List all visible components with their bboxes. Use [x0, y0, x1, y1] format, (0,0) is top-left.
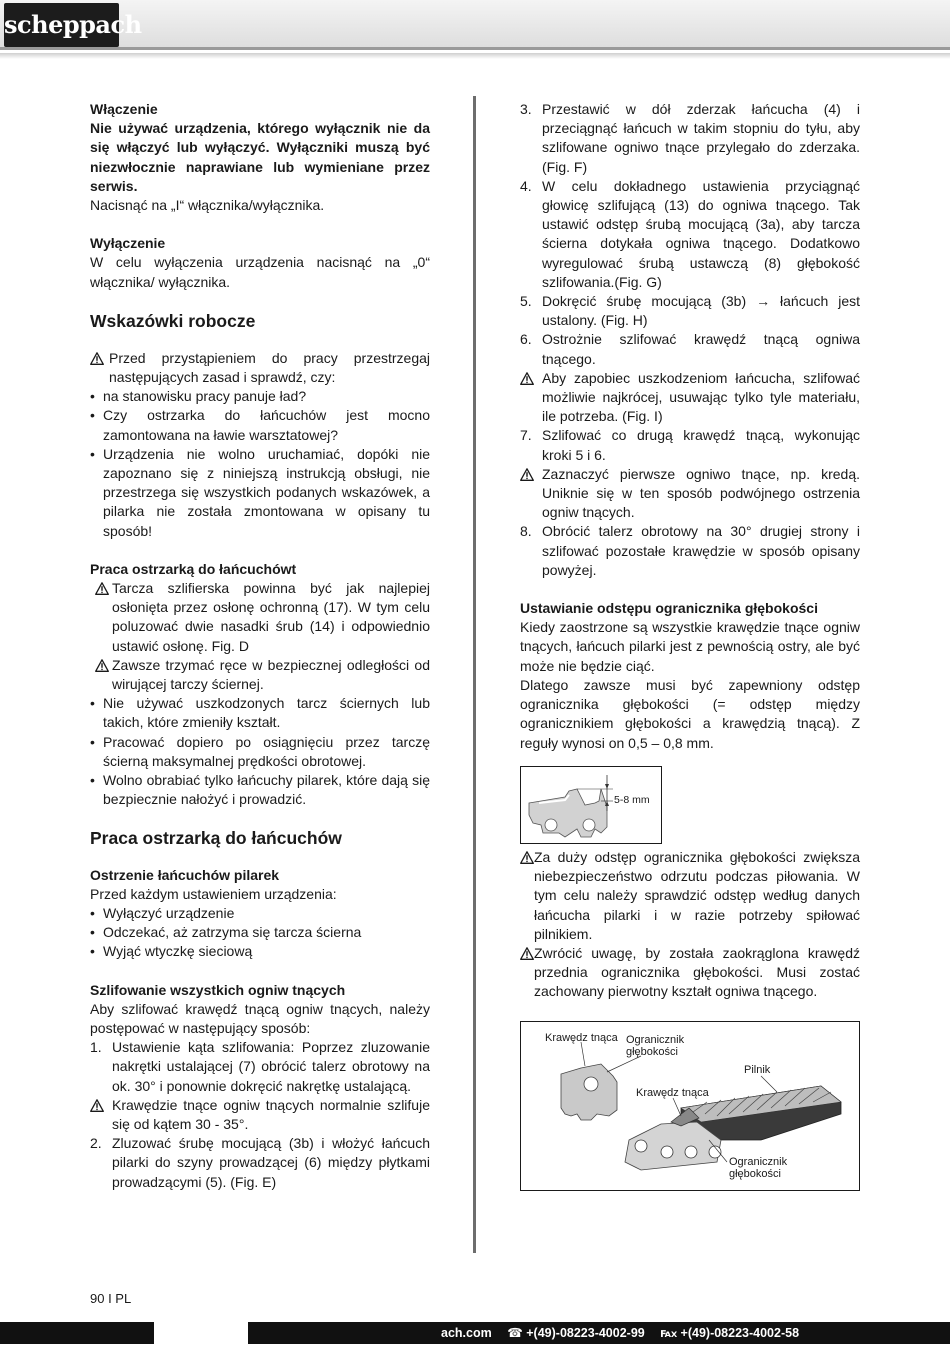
list-item: • Nie używać uszkodzonych tarcz ściernych lub takich, które zmieniły kształt. — [90, 695, 430, 731]
step-2: 2. Zluzować śrubę mocującą (3b) i włożyć łańcuch pilarki do szyny prowadzącej (6) między płytkami prowadzącymi (5). (Fig. E) — [90, 1135, 430, 1190]
depth-warning-2: Zwrócić uwagę, by została zaokrąglona krawędź przednia ogranicznika głębokości. Musi zostać zachowany pierwotny kształt ogniwa tnącego. — [520, 944, 860, 1002]
list-item: • na stanowisku pracy panuje ład? — [90, 388, 307, 405]
praca-warning-2: Zawsze trzymać ręce w bezpiecznej odległości od wirującej tarczy ściernej. — [90, 656, 430, 694]
list-item: • Wolno obrabiać tylko łańcuchy pilarek, które dają się bezpiecznie nałożyć i prowadzić. — [90, 772, 430, 808]
ustawianie-text-2: Dlatego zawsze musi być zapewniony odstęp ogranicznika głębokości (= odstęp między ogranicznikiem głębokości a krawędzią tnącą). Z reguły wynosi on 0,5 – 0,8 mm. — [520, 676, 860, 751]
gap-label: 5-8 mm — [614, 794, 650, 806]
step-6-warning: Aby zapobiec uszkodzeniom łańcucha, szlifować możliwie najkrócej, usuwając tylko tyle materiału, ile potrzeba. (Fig. I) — [520, 369, 860, 427]
list-item: • Wyjąć wtyczkę sieciową — [90, 943, 253, 960]
praca-warning-1: Tarcza szlifierska powinna być jak najlepiej osłonięta przez osłonę ochronną (17). W tym celu poluzować dwie nasadki śrub (14) i odpowiednio ustawić osłonę. Fig. D — [90, 579, 430, 656]
wsk-warning: Przed przystąpieniem do pracy przestrzegaj następujących zasad i sprawdź, czy: — [90, 349, 430, 387]
ostrzenie-intro: Przed każdym ustawieniem urządzenia: — [90, 885, 337, 902]
label-ogranicznik-1b: głębokości — [626, 1046, 678, 1058]
footer-gap — [154, 1322, 248, 1344]
header-shadow — [0, 53, 950, 59]
ustawianie-text-1: Kiedy zaostrzone są wszystkie krawędzie tnące ogniw tnących, łańcuch pilarki jest z pewnością ostry, ale być może nie będzie ciąć. — [520, 619, 860, 674]
step-7-warning: Zaznaczyć pierwsze ogniwo tnące, np. kredą. Uniknie się w ten sposób podwójnego ostrzenia ogniw tnących. — [520, 465, 860, 523]
step-3: 3. Przestawić w dół zderzak łańcucha (4) i przeciągnąć łańcuch w takim stopniu do tyłu, aby szlifowane ogniwo tnące przylegało do zderzaka. (Fig. F) — [520, 101, 860, 175]
warning-icon — [95, 659, 109, 672]
footer-phone: ☎ +(49)-08223-4002-99 — [507, 1326, 645, 1340]
label-ogranicznik-2b: głębokości — [729, 1168, 781, 1180]
right-column — [520, 100, 860, 753]
warning-icon — [520, 851, 534, 864]
heading-wskazowki: Wskazówki robocze — [90, 310, 256, 331]
label-krawedz-2: Krawędz tnąca — [636, 1087, 709, 1099]
depth-warning-1: Za duży odstęp ogranicznika głębokości zwiększa niebezpieczeństwo odrzutu podczas piłowania. W tym celu należy sprawdzić odstęp według danych łańcucha pilarki i w razie potrzeby spiłować pilnikiem. — [520, 848, 860, 944]
figure-file-depth-gauge — [520, 1021, 860, 1191]
chain-file-diagram — [521, 1022, 859, 1190]
step-5: 5. Dokręcić śrubę mocującą (3b) → łańcuch jest ustalony. (Fig. H) — [520, 293, 860, 329]
warning-icon — [90, 1099, 104, 1112]
depth-warnings — [520, 848, 860, 1002]
switch-warning-text: Nie używać urządzenia, którego wyłącznik nie da się włączyć lub wyłączyć. Wyłączniki muszą być niezwłocznie naprawiane lub wymieniane przez serwis. — [90, 120, 430, 194]
column-divider — [473, 96, 476, 1253]
page-header — [0, 0, 950, 50]
footer-fax: ℻ +(49)-08223-4002-58 — [660, 1326, 800, 1340]
list-item: • Odczekać, aż zatrzyma się tarcza ścierna — [90, 924, 362, 941]
section-title-wylaczenie: Wyłączenie — [90, 235, 166, 252]
label-pilnik: Pilnik — [744, 1064, 771, 1076]
left-column — [90, 100, 430, 1192]
page-number: 90 I PL — [90, 1291, 132, 1306]
section-title-ustawianie: Ustawianie odstępu ogranicznika głębokości — [520, 600, 818, 617]
list-item: • Pracować dopiero po osiągnięciu przez tarczę ścierną maksymalnej prędkości obrotowej. — [90, 733, 430, 769]
section-title-praca-ostrzarka: Praca ostrzarką do łańcuchówt — [90, 560, 297, 577]
chain-tooth-diagram — [521, 767, 661, 843]
warning-icon — [520, 947, 534, 960]
warning-icon — [95, 582, 109, 595]
section-title-ostrzenie: Ostrzenie łańcuchów pilarek — [90, 866, 280, 883]
page-footer — [0, 1322, 950, 1344]
list-item: • Czy ostrzarka do łańcuchów jest mocno zamontowana na ławie warsztatowej? — [90, 407, 430, 443]
step-7: 7. Szlifować co drugą krawędź tnącą, wykonując kroki 5 i 6. — [520, 427, 860, 463]
section-title-szlifowanie: Szlifowanie wszystkich ogniw tnących — [90, 981, 346, 998]
label-krawedz-1: Krawędz tnąca — [545, 1032, 618, 1044]
step-1: 1. Ustawienie kąta szlifowania: Poprzez zluzowanie nakrętki ustalającej (7) obrócić talerz obrotowy na ok. 30° i ponownie dokręcić nakrętkę ustalającą. — [90, 1039, 430, 1094]
switch-on-text: Nacisnąć na „I“ włącznika/wyłącznika. — [90, 197, 325, 214]
scheppach-logo: scheppach — [4, 3, 119, 47]
step-1-warning: Krawędzie tnące ogniw tnących normalnie szlifuje się od kątem 30 - 35°. — [90, 1096, 430, 1134]
list-item: • Wyłączyć urządzenie — [90, 904, 235, 921]
switch-off-text: W celu wyłączenia urządzenia nacisnąć na „0“ włącznika/ wyłącznika. — [90, 254, 430, 290]
step-6: 6. Ostrożnie szlifować krawędź tnącą ogniwa tnącego. — [520, 331, 860, 367]
step-8: 8. Obrócić talerz obrotowy na 30° drugiej strony i szlifować pozostałe krawędzie w sposób opisany powyżej. — [520, 523, 860, 578]
szlifowanie-intro: Aby szlifować krawędź tnącą ogniw tnących, należy postępować w następujący sposób: — [90, 1000, 430, 1036]
warning-icon — [520, 372, 534, 385]
step-4: 4. W celu dokładnego ustawienia przyciągnąć głowicę szlifującą (13) do ogniwa tnącego. Tak ustawić odstęp śrubą mocującą (3a), aby tarcza ścierna dotykała ogniwa tnącego. Dodatkowo wyregulować śrubą ustawczą (8) głębokość szlifowania.(Fig. G) — [520, 177, 860, 290]
heading-praca-ostrzarka: Praca ostrzarką do łańcuchów — [90, 827, 342, 848]
label-ogranicznik-1a: Ogranicznik — [626, 1034, 685, 1046]
figure-depth-gauge-gap — [520, 766, 662, 844]
warning-icon — [90, 352, 104, 365]
label-ogranicznik-2a: Ogranicznik — [729, 1156, 788, 1168]
section-title-wlaczenie: Włączenie — [90, 101, 158, 117]
list-item: • Urządzenia nie wolno uruchamiać, dopóki nie zapoznano się z niniejszą instrukcją obsługi, nie przestrzega się wszystkich podanych wskazówek, a pilarka nie została zmontowana w opisany tu sposób! — [90, 445, 430, 539]
footer-website: ach.com — [441, 1326, 492, 1340]
warning-icon — [520, 468, 534, 481]
